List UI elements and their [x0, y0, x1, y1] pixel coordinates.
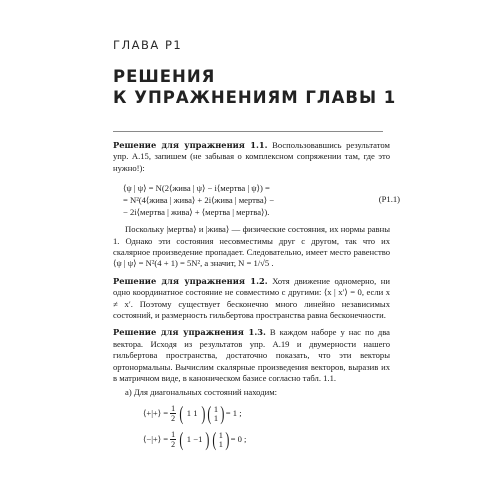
- column-bottom: 1: [213, 413, 219, 423]
- matrix-2-column-vector: [219, 431, 223, 449]
- paren-open: (: [207, 402, 212, 425]
- column-top: 1: [218, 430, 223, 440]
- paren-close: ): [225, 428, 230, 451]
- matrix-2-fraction: [170, 430, 176, 449]
- paren-close: ): [205, 428, 210, 451]
- solution-1-1-intro: [113, 140, 390, 174]
- equation-line-1: ⟨ψ | ψ⟩ = N(2⟨жива | ψ⟩ − i⟨мертва | ψ⟩) =: [123, 183, 270, 194]
- fraction-denominator: 2: [171, 414, 176, 424]
- equation-line-3: − 2i⟨мертва | жива⟩ + ⟨мертва | мертва⟩).: [123, 207, 270, 218]
- solution-1-3: [113, 327, 390, 384]
- matrix-1-row-vector: 1 1: [186, 408, 198, 419]
- matrix-2-rhs: = 0 ;: [230, 434, 247, 445]
- solution-1-1-heading: Решение для упражнения 1.1.: [113, 140, 268, 150]
- solution-1-3-heading: Решение для упражнения 1.3.: [113, 327, 266, 338]
- paren-open: (: [179, 428, 184, 451]
- solution-1-2-heading: Решение для упражнения 1.2.: [113, 275, 268, 286]
- fraction-numerator: 1: [171, 404, 176, 414]
- solution-1-1-intro-text: Воспользовавшись результатом упр. А.15, запишем (не забывая о комплексном сопряжении там, где это нужно!):: [113, 140, 390, 173]
- matrix-1-column-vector: [214, 405, 218, 423]
- equation-line-2: = N²(4⟨жива | жива⟩ + 2i⟨жива | мертва⟩ −: [123, 195, 275, 206]
- solution-1-2-text: Хотя движение одномерно, ни одно координатное состояние не совместимо с другими: ⟨x | x′⟩ = 0, если x ≠ x′. Поэтому существует бесконечно много линейно независимых состояний, и размерность гильбертова пространства равна бесконечности.: [113, 275, 390, 321]
- paren-open: (: [212, 428, 217, 451]
- section-divider: [113, 131, 383, 132]
- equation-p1-1: [123, 182, 400, 218]
- solution-1-3-text: В каждом наборе у нас по два вектора. Исходя из результатов упр. А.19 и двумерности нашего гильбертова пространства, достаточно показать, что эти векторы ортонормальны. Вычислим скалярные произведения векторов, выразив их в матричном виде, в каноническом базисе согласно табл. 1.1.: [113, 327, 390, 384]
- solution-1-2: [113, 276, 390, 322]
- matrix-2-row-vector: 1 −1: [186, 434, 203, 445]
- matrix-equation-1: [143, 404, 390, 424]
- matrix-1-lhs: ⟨+|+⟩ =: [143, 408, 169, 419]
- fraction-numerator: 1: [171, 430, 176, 440]
- item-a: a) Для диагональных состояний находим:: [125, 386, 278, 397]
- column-top: 1: [213, 404, 219, 414]
- column-bottom: 1: [218, 439, 223, 449]
- chapter-title-line-1: РЕШЕНИЯ: [113, 67, 216, 86]
- chapter-title-line-2: К УПРАЖНЕНИЯМ ГЛАВЫ 1: [113, 88, 397, 107]
- chapter-title: [113, 66, 413, 108]
- matrix-equation-2: [143, 430, 390, 450]
- paren-close: ): [220, 402, 225, 425]
- solution-1-1-paragraph: Поскольку |мертва⟩ и |жива⟩ — физические состояния, их нормы равны 1. Однако эти состояния несовместимы друг с другом, так что их скалярное произведение пропадает. Следовательно, имеет место равенство ⟨ψ | ψ⟩ = N²(4 + 1) = 5N², а значит, N = 1/√5 .: [113, 224, 390, 269]
- paren-close: ): [200, 402, 205, 425]
- fraction-denominator: 2: [171, 440, 176, 450]
- matrix-2-lhs: ⟨−|+⟩ =: [143, 434, 169, 445]
- page-body: [113, 140, 400, 451]
- equation-number: (P1.1): [378, 194, 400, 205]
- chapter-label: ГЛАВА Р1: [113, 38, 183, 52]
- paren-open: (: [179, 402, 184, 425]
- matrix-1-fraction: [170, 404, 176, 423]
- matrix-1-rhs: = 1 ;: [225, 408, 242, 419]
